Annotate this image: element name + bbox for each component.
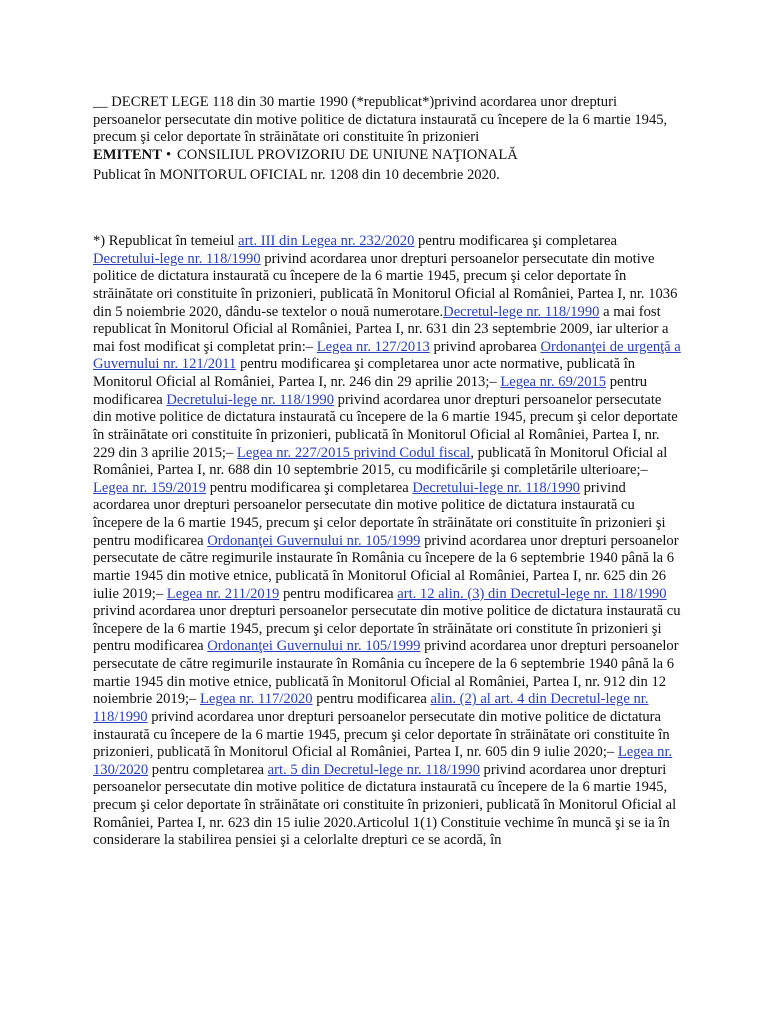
emitent-name: CONSILIUL PROVIZORIU DE UNIUNE NAŢIONALĂ [177,146,518,163]
body-text-segment: privind aprobarea [429,338,541,355]
republication-note [93,233,683,850]
body-text-segment: pentru modificarea şi completarea [206,479,413,496]
document-header [93,94,683,185]
body-text-segment: privind acordarea unor drepturi persoanelor persecutate din motive politice de dictatura instaurată cu începere de la 6 martie 1945, precum şi celor deportate în străinătate ori constituite în prizonieri, publicată în Monitorul Oficial al României, Partea I, nr. 623 din 15 iulie 2020.Articolul 1(1) Constituie vechime în muncă şi se ia în considerare la stabilirea pensiei şi a celorlalte drepturi ce se acordă, în [93,761,677,849]
reference-link[interactable]: Decretului-lege nr. 118/1990 [166,391,334,408]
decree-title: __ DECRET LEGE 118 din 30 martie 1990 (*republicat*)privind acordarea unor drepturi persoanelor persecutate din motive politice de dictatura instaurată cu începere de la 6 martie 1945, precum şi celor deportate în străinătate ori constituite în prizonieri [93,94,668,146]
body-text-segment: pentru modificarea [93,374,648,408]
reference-link[interactable]: Decretului-lege nr. 118/1990 [93,250,261,267]
body-text-segment: privind acordarea unor drepturi persoanelor persecutate de către regimurile instaurate în România cu începere de la 6 septembrie 1940 până la 6 martie 1945 din motive etnice, publicată în Monitorul Oficial al României, Partea I, nr. 912 din 12 noiembrie 2019;– [93,638,679,708]
reference-link[interactable]: alin. (2) al art. 4 din Decretul-lege nr. 118/1990 [93,691,649,725]
body-text-segment: privind acordarea unor drepturi persoanelor persecutate din motive politice de dictatura instaurată cu începere de la 6 martie 1945, precum şi celor deportate în străinătate ori constituite în prizonieri, publicată în Monitorul Oficial al României, Partea I, nr. 229 din 3 aprilie 2015;– [93,391,678,461]
body-text-segment: privind acordarea unor drepturi persoanelor persecutate din motive politice de dictatura instaurată cu începere de la 6 martie 1945, precum şi celor deportate în străinătate ori constitute în prizonieri şi pentru modificarea [93,603,681,655]
reference-link[interactable]: Decretul-lege nr. 118/1990 [443,303,600,320]
body-text-segment: , publicată în Monitorul Oficial al României, Partea I, nr. 688 din 10 septembrie 2015, cu modificările şi completările ulterioare;– [93,444,668,479]
body-text-segment: a mai fost republicat în Monitorul Oficial al României, Partea I, nr. 631 din 23 septembrie 2009, iar ulterior a mai fost modificat şi completat prin:– [93,303,669,355]
reference-link[interactable]: Legea nr. 69/2015 [500,374,607,390]
body-text-segment: pentru modificarea şi completarea [414,233,617,249]
reference-link[interactable]: Legea nr. 127/2013 [316,338,430,355]
body-text-segment: privind acordarea unor drepturi persoanelor persecutate din motive politice de dictatura instaurată cu începere de la 6 martie 1945, precum şi celor deportate în străinătate ori constituite în prizonieri, publicată în Monitorul Oficial al României, Partea I, nr. 1036 din 5 noiembrie 2020, dându-se textelor o nouă numerotare. [93,250,678,320]
reference-link[interactable]: Legea nr. 117/2020 [200,691,313,708]
body-text-segment: pentru modificarea şi completarea unor acte normative, publicată în Monitorul Oficial al României, Partea I, nr. 246 din 29 aprilie 2013;– [93,356,636,390]
reference-link[interactable]: art. 12 alin. (3) din Decretul-lege nr. 118/1990 [397,585,667,602]
body-text-segment: pentru modificarea [279,585,398,602]
reference-link[interactable]: Ordonanţei Guvernului nr. 105/1999 [207,638,421,655]
reference-link[interactable]: Decretului-lege nr. 118/1990 [412,479,580,496]
body-text-segment: privind acordarea unor drepturi persoanelor persecutate din motive politice de dictatura instaurată cu începere de la 6 martie 1945, precum şi celor deportate în străinătate ori constituite în prizonieri, publicată în Monitorul Oficial al României, Partea I, nr. 605 din 9 iulie 2020;– [93,708,670,761]
reference-link[interactable]: Ordonanţei de urgenţă a Guvernului nr. 121/2011 [93,338,681,373]
reference-link[interactable]: Legea nr. 227/2015 privind Codul fiscal [236,444,471,461]
reference-link[interactable]: Legea nr. 211/2019 [166,585,280,602]
reference-link[interactable]: Ordonanţei Guvernului nr. 105/1999 [207,532,421,549]
body-text-segment: pentru completarea [148,761,268,778]
body-text-segment: privind acordarea unor drepturi persoanelor persecutate din motive politice de dictatura instaurată cu începere de la 6 martie 1945, precum şi celor deportate în străinătate ori constituite în prizonieri şi pentru modificarea [93,479,666,549]
body-text-segment: pentru modificarea [312,691,431,708]
body-text-segment: privind acordarea unor drepturi persoanelor persecutate de către regimurile instaurate în România cu începere de la 6 septembrie 1940 până la 6 martie 1945 din motive etnice, publicată în Monitorul Oficial al României, Partea I, nr. 625 din 26 iulie 2019;– [93,532,679,602]
reference-link[interactable]: art. III din Legea nr. 232/2020 [238,233,415,249]
publication-info: Publicat în MONITORUL OFICIAL nr. 1208 din 10 decembrie 2020. [93,167,500,184]
body-text-segment: *) Republicat în temeiul [93,233,239,249]
emitent-line [93,147,683,165]
emitent-label: EMITENT [93,146,162,163]
reference-link[interactable]: art. 5 din Decretul-lege nr. 118/1990 [267,761,480,778]
bullet-icon: • [165,146,172,163]
reference-link[interactable]: Legea nr. 130/2020 [93,744,673,778]
reference-link[interactable]: Legea nr. 159/2019 [93,479,207,496]
